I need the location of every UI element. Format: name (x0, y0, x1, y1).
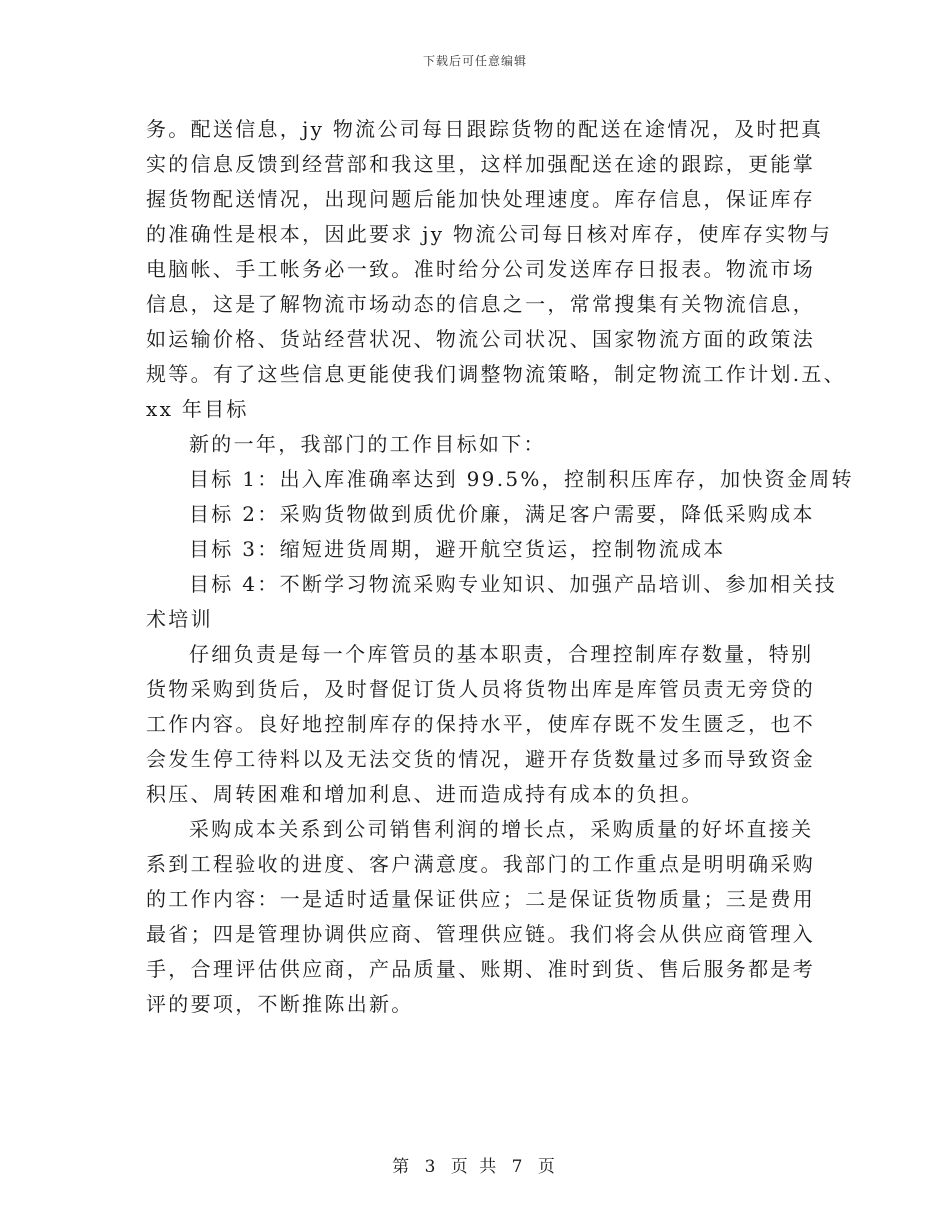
page-number: 3 (424, 1157, 439, 1177)
text-line: 务。配送信息，jy 物流公司每日跟踪货物的配送在途情况，及时把真 (146, 117, 824, 141)
goal-line: 目标 3：缩短进货周期，避开航空货运，控制物流成本 (189, 537, 726, 561)
text-line: 会发生停工待料以及无法交货的情况，避开存货数量过多而导致资金 (146, 747, 815, 771)
goal-line: 目标 1：出入库准确率达到 99.5%，控制积压库存，加快资金周转 (189, 467, 854, 491)
header-note: 下载后可任意编辑 (422, 54, 527, 68)
page-footer (0, 1152, 950, 1177)
text-line: 评的要项，不断推陈出新。 (146, 992, 414, 1016)
footer-suffix: 页 (537, 1157, 558, 1177)
text-line: 最省；四是管理协调供应商、管理供应链。我们将会从供应商管理入 (146, 922, 815, 946)
text-line: 积压、周转困难和增加利息、进而造成持有成本的负担。 (146, 782, 704, 806)
text-line: 规等。有了这些信息更能使我们调整物流策略，制定物流工作计划.五、 (146, 362, 846, 386)
text-line: 手，合理评估供应商，产品质量、账期、准时到货、售后服务都是考 (146, 957, 815, 981)
text-line: 的准确性是根本，因此要求 jy 物流公司每日核对库存，使库存实物与 (146, 222, 833, 246)
footer-middle: 页 共 (450, 1157, 500, 1177)
body-text (146, 112, 854, 1022)
text-line: xx 年目标 (146, 397, 249, 421)
text-line: 的工作内容：一是适时适量保证供应；二是保证货物质量；三是费用 (146, 887, 815, 911)
text-line: 电脑帐、手工帐务必一致。准时给分公司发送库存日报表。物流市场 (146, 257, 815, 281)
text-line: 信息，这是了解物流市场动态的信息之一，常常搜集有关物流信息， (146, 292, 815, 316)
goal-line: 目标 4：不断学习物流采购专业知识、加强产品培训、参加相关技 (189, 572, 838, 596)
text-line: 术培训 (146, 607, 213, 631)
text-line: 采购成本关系到公司销售利润的增长点，采购质量的好坏直接关 (189, 817, 814, 841)
text-line: 工作内容。良好地控制库存的保持水平，使库存既不发生匮乏，也不 (146, 712, 815, 736)
text-line: 货物采购到货后，及时督促订货人员将货物出库是库管员责无旁贷的 (146, 677, 815, 701)
text-line: 实的信息反馈到经营部和我这里，这样加强配送在途的跟踪，更能掌 (146, 152, 815, 176)
footer-prefix: 第 (392, 1157, 413, 1177)
page-total: 7 (511, 1157, 526, 1177)
text-line: 系到工程验收的进度、客户满意度。我部门的工作重点是明明确采购 (146, 852, 815, 876)
text-line: 新的一年，我部门的工作目标如下： (189, 432, 546, 456)
text-line: 握货物配送情况，出现问题后能加快处理速度。库存信息，保证库存 (146, 187, 815, 211)
text-line: 仔细负责是每一个库管员的基本职责，合理控制库存数量，特别 (189, 642, 814, 666)
goal-line: 目标 2：采购货物做到质优价廉，满足客户需要，降低采购成本 (189, 502, 815, 526)
text-line: 如运输价格、货站经营状况、物流公司状况、国家物流方面的政策法 (146, 327, 815, 351)
